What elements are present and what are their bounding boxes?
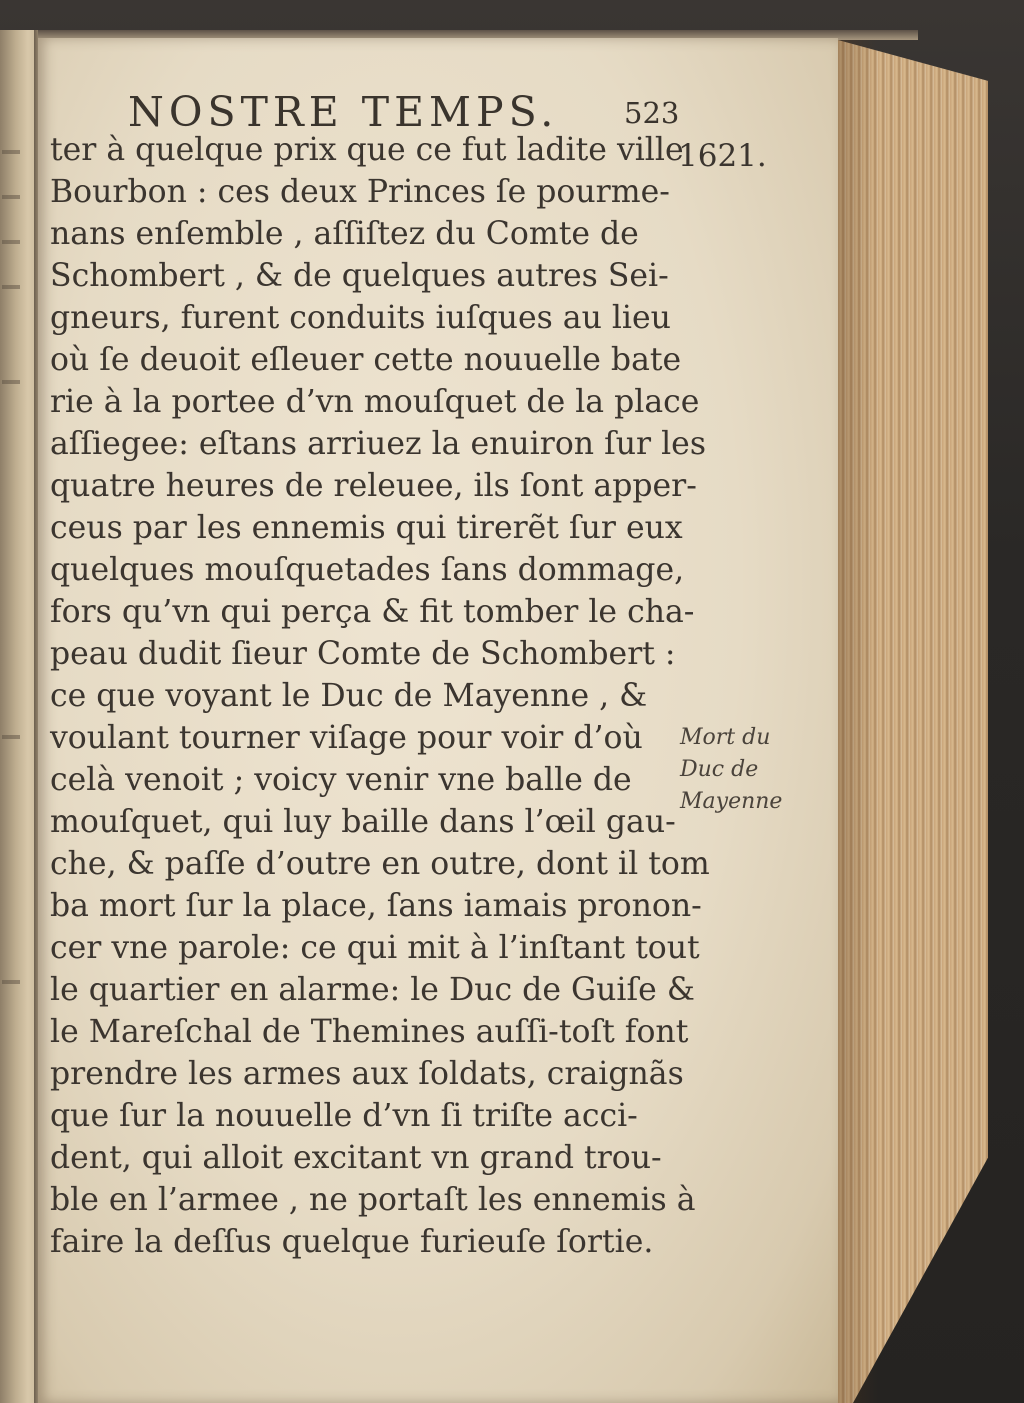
left-page-mark: [2, 380, 20, 384]
text-line: que ſur la nouuelle d’vn ſi triſte acci-: [50, 1098, 638, 1134]
text-line: cer vne parole: ce qui mit à l’inſtant tout: [50, 930, 700, 966]
left-page-mark: [2, 240, 20, 244]
text-line: le Mareſchal de Themines auſſi-toſt font: [50, 1014, 689, 1050]
margin-year: 1621.: [678, 138, 767, 174]
left-page-mark: [2, 980, 20, 984]
text-line: aſſiegee: eſtans arriuez la enuiron ſur les: [50, 426, 706, 462]
text-line: dent, qui alloit excitant vn grand trou-: [50, 1140, 662, 1176]
text-line: che, & paſſe d’outre en outre, dont il tom: [50, 846, 710, 882]
text-line: ble en l’armee , ne portaſt les ennemis à: [50, 1182, 696, 1218]
text-line: quatre heures de releuee, ils ſont apper-: [50, 468, 697, 504]
text-line: prendre les armes aux ſoldats, craignãs: [50, 1056, 684, 1092]
text-line: quelques mouſquetades ſans dommage,: [50, 552, 685, 588]
left-page-mark: [2, 735, 20, 739]
text-line: peau dudit ſieur Comte de Schombert :: [50, 636, 676, 672]
text-line: ba mort ſur la place, ſans iamais pronon-: [50, 888, 702, 924]
left-page-mark: [2, 195, 20, 199]
text-line: celà venoit ; voicy venir vne balle de: [50, 762, 632, 798]
text-line: fors qu’vn qui perça & fit tomber le cha-: [50, 594, 695, 630]
text-line: voulant tourner viſage pour voir d’où: [50, 720, 643, 756]
margin-note-line: Mort du: [680, 725, 771, 750]
running-title: NOSTRE TEMPS.: [128, 88, 559, 136]
fore-edge-shadow: [838, 40, 878, 1403]
text-line: ceus par les ennemis qui tirerẽt ſur eux: [50, 510, 683, 546]
margin-note-line: Mayenne: [680, 789, 783, 814]
margin-note-line: Duc de: [680, 757, 759, 782]
text-line: Schombert , & de quelques autres Sei-: [50, 258, 669, 294]
page-number: 523: [624, 96, 680, 130]
text-line: mouſquet, qui luy baille dans l’œil gau-: [50, 804, 676, 840]
left-page-mark: [2, 285, 20, 289]
left-page-mark: [2, 150, 20, 154]
text-line: nans enſemble , aſſiſtez du Comte de: [50, 216, 639, 252]
text-line: faire la deſſus quelque furieuſe ſortie.: [50, 1224, 654, 1260]
text-line: rie à la portee d’vn mouſquet de la place: [50, 384, 700, 420]
text-line: ce que voyant le Duc de Mayenne , &: [50, 678, 648, 714]
text-line: le quartier en alarme: le Duc de Guiſe &: [50, 972, 695, 1008]
text-line: ter à quelque prix que ce fut ladite ville: [50, 132, 684, 168]
text-line: Bourbon : ces deux Princes ſe pourme-: [50, 174, 670, 210]
text-line: où ſe deuoit eſleuer cette nouuelle bate: [50, 342, 682, 378]
text-line: gneurs, furent conduits iuſques au lieu: [50, 300, 671, 336]
